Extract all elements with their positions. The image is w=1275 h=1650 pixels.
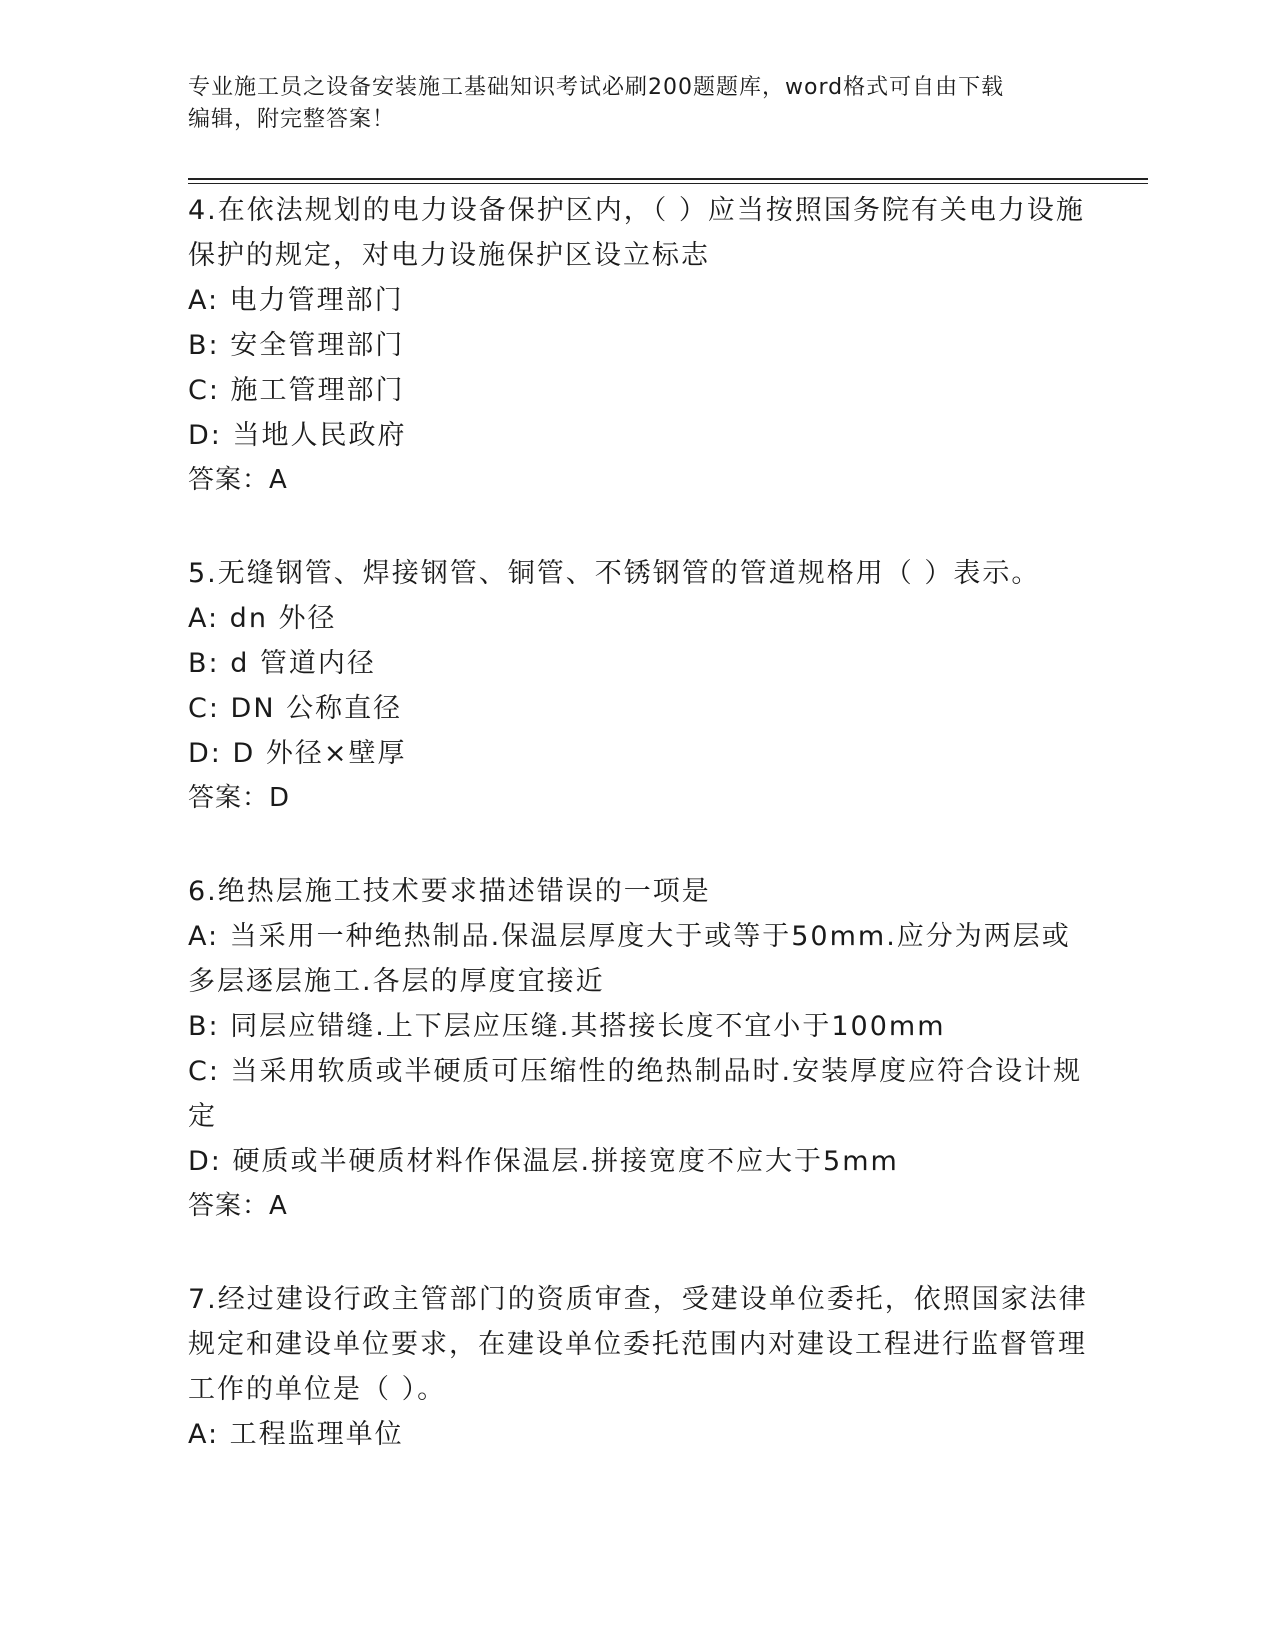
question-text: 7.经过建设行政主管部门的资质审查，受建设单位委托，依照国家法律规定和建设单位要求，在建设单位委托范围内对建设工程进行监督管理工作的单位是（ ）。: [188, 1284, 1088, 1405]
option-b: B: d 管道内径: [188, 648, 376, 679]
question-text: 6.绝热层施工技术要求描述错误的一项是: [188, 876, 711, 907]
document-header: [188, 72, 1068, 136]
header-rule-thin: [188, 183, 1148, 184]
option-d: D: D 外径×壁厚: [188, 738, 407, 769]
answer: 答案：A: [188, 1191, 288, 1221]
answer: 答案：A: [188, 465, 288, 495]
option-b: B: 安全管理部门: [188, 330, 405, 361]
question-7: [188, 1277, 1088, 1457]
option-a: A: 电力管理部门: [188, 285, 404, 316]
option-d: D: 硬质或半硬质材料作保温层.拼接宽度不应大于5mm: [188, 1146, 899, 1177]
option-a: A: 工程监理单位: [188, 1419, 404, 1450]
header-rule-thick: [188, 178, 1148, 180]
option-c: C: 施工管理部门: [188, 375, 405, 406]
option-c: C: DN 公称直径: [188, 693, 403, 724]
option-a: A: 当采用一种绝热制品.保温层厚度大于或等于50mm.应分为两层或多层逐层施工.各层的厚度宜接近: [188, 921, 1071, 997]
question-text: 5.无缝钢管、焊接钢管、铜管、不锈钢管的管道规格用（ ）表示。: [188, 558, 1041, 589]
option-a: A: dn 外径: [188, 603, 337, 634]
option-b: B: 同层应错缝.上下层应压缝.其搭接长度不宜小于100mm: [188, 1011, 946, 1042]
question-4: [188, 188, 1088, 503]
header-line-1: 专业施工员之设备安装施工基础知识考试必刷200题题库，word格式可自由下载: [188, 75, 1005, 100]
question-6: [188, 869, 1088, 1229]
question-text: 4.在依法规划的电力设备保护区内，（ ）应当按照国务院有关电力设施保护的规定，对电力设施保护区设立标志: [188, 195, 1085, 271]
question-list: [188, 188, 1088, 1505]
header-line-2: 编辑，附完整答案！: [188, 107, 396, 132]
option-c: C: 当采用软质或半硬质可压缩性的绝热制品时.安装厚度应符合设计规定: [188, 1056, 1083, 1132]
question-5: [188, 551, 1088, 821]
answer: 答案：D: [188, 783, 291, 813]
option-d: D: 当地人民政府: [188, 420, 407, 451]
